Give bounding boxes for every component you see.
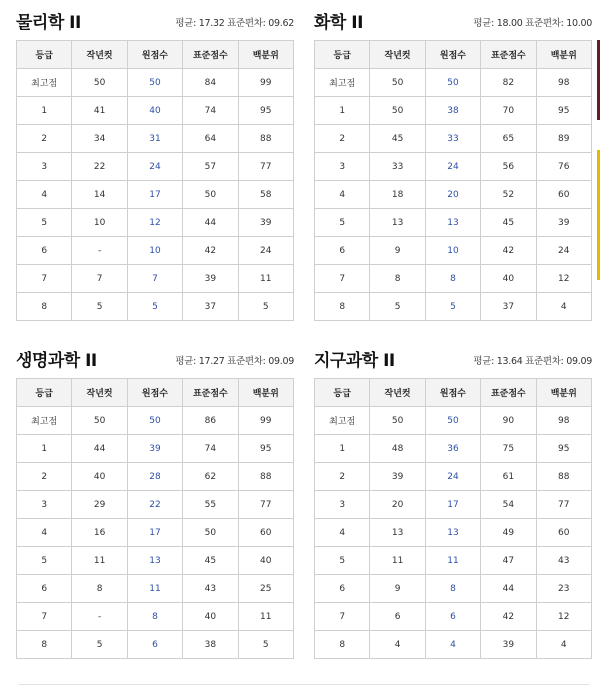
- table-row: [315, 491, 592, 519]
- column-header: 등급: [17, 41, 72, 69]
- table-cell: 39: [481, 631, 536, 659]
- table-cell: 31: [127, 125, 182, 153]
- table-cell: 24: [238, 237, 293, 265]
- table-cell: 6: [370, 603, 425, 631]
- table-cell: 최고점: [315, 407, 370, 435]
- table-cell: 11: [370, 547, 425, 575]
- table-cell: 89: [536, 125, 591, 153]
- table-row: [17, 407, 294, 435]
- table-row: [315, 97, 592, 125]
- column-header: 원점수: [425, 379, 480, 407]
- table-cell: 88: [238, 125, 293, 153]
- table-cell: 13: [425, 209, 480, 237]
- table-cell: 5: [72, 631, 127, 659]
- table-cell: 44: [183, 209, 238, 237]
- table-cell: 40: [183, 603, 238, 631]
- table-row: [315, 435, 592, 463]
- table-cell: 7: [17, 265, 72, 293]
- panel-chemistry2: [314, 12, 592, 312]
- table-cell: 57: [183, 153, 238, 181]
- table-cell: 최고점: [17, 69, 72, 97]
- table-cell: 5: [238, 293, 293, 321]
- table-row: [17, 631, 294, 659]
- table-cell: 50: [425, 407, 480, 435]
- table-row: [315, 463, 592, 491]
- column-header: 원점수: [127, 41, 182, 69]
- table-row: [17, 293, 294, 321]
- panel-header: [16, 12, 294, 38]
- table-row: [17, 603, 294, 631]
- score-table: [16, 378, 294, 659]
- table-cell: 33: [370, 153, 425, 181]
- table-header-row: [315, 379, 592, 407]
- column-header: 등급: [17, 379, 72, 407]
- table-cell: 88: [238, 463, 293, 491]
- table-cell: 10: [127, 237, 182, 265]
- table-cell: 58: [238, 181, 293, 209]
- table-row: [17, 463, 294, 491]
- table-cell: 14: [72, 181, 127, 209]
- table-cell: 6: [315, 237, 370, 265]
- table-cell: 70: [481, 97, 536, 125]
- table-header-row: [17, 41, 294, 69]
- table-cell: 82: [481, 69, 536, 97]
- score-table: [314, 378, 592, 659]
- table-row: [315, 181, 592, 209]
- table-cell: 95: [238, 435, 293, 463]
- table-cell: 5: [315, 209, 370, 237]
- column-header: 백분위: [536, 41, 591, 69]
- table-cell: 13: [370, 519, 425, 547]
- table-cell: 11: [127, 575, 182, 603]
- table-row: [315, 153, 592, 181]
- table-cell: 50: [370, 97, 425, 125]
- table-cell: 44: [72, 435, 127, 463]
- panel-physics2: [16, 12, 294, 312]
- column-header: 표준점수: [481, 41, 536, 69]
- table-header-row: [315, 41, 592, 69]
- table-cell: 37: [183, 293, 238, 321]
- column-header: 표준점수: [481, 379, 536, 407]
- table-cell: 98: [536, 407, 591, 435]
- table-header-row: [17, 379, 294, 407]
- table-cell: 3: [315, 491, 370, 519]
- table-cell: 6: [17, 575, 72, 603]
- table-cell: 65: [481, 125, 536, 153]
- table-cell: 최고점: [17, 407, 72, 435]
- table-cell: 29: [72, 491, 127, 519]
- table-cell: 50: [183, 519, 238, 547]
- table-cell: 42: [481, 237, 536, 265]
- table-cell: 36: [425, 435, 480, 463]
- table-cell: 62: [183, 463, 238, 491]
- table-cell: 16: [72, 519, 127, 547]
- table-cell: 5: [17, 209, 72, 237]
- column-header: 원점수: [127, 379, 182, 407]
- table-row: [315, 519, 592, 547]
- table-cell: 7: [315, 603, 370, 631]
- table-cell: -: [72, 603, 127, 631]
- table-cell: 40: [481, 265, 536, 293]
- table-cell: 25: [238, 575, 293, 603]
- table-cell: 7: [72, 265, 127, 293]
- table-cell: 28: [127, 463, 182, 491]
- table-cell: 1: [315, 97, 370, 125]
- panel-stats: 평균: 13.64 표준편차: 09.09: [473, 356, 592, 367]
- table-cell: 20: [425, 181, 480, 209]
- column-header: 백분위: [536, 379, 591, 407]
- table-cell: 8: [72, 575, 127, 603]
- table-cell: 1: [17, 97, 72, 125]
- table-cell: 39: [238, 209, 293, 237]
- table-cell: 50: [370, 407, 425, 435]
- table-cell: 11: [425, 547, 480, 575]
- column-header: 백분위: [238, 41, 293, 69]
- table-cell: 95: [238, 97, 293, 125]
- table-cell: 12: [536, 265, 591, 293]
- panel-header: [314, 12, 592, 38]
- column-header: 백분위: [238, 379, 293, 407]
- table-cell: 8: [17, 293, 72, 321]
- table-cell: 6: [17, 237, 72, 265]
- table-row: [315, 575, 592, 603]
- table-cell: 42: [183, 237, 238, 265]
- table-cell: 4: [315, 181, 370, 209]
- table-cell: 8: [315, 631, 370, 659]
- table-cell: 4: [17, 519, 72, 547]
- table-cell: 38: [425, 97, 480, 125]
- table-row: [17, 265, 294, 293]
- panel-title: 지구과학 II: [314, 351, 395, 371]
- table-cell: 42: [481, 603, 536, 631]
- table-cell: 8: [17, 631, 72, 659]
- table-cell: 60: [536, 181, 591, 209]
- table-cell: 90: [481, 407, 536, 435]
- table-cell: 8: [425, 575, 480, 603]
- table-cell: 33: [425, 125, 480, 153]
- footer-divider: [18, 684, 590, 685]
- table-cell: 56: [481, 153, 536, 181]
- table-cell: 77: [238, 153, 293, 181]
- table-cell: 45: [183, 547, 238, 575]
- table-cell: 64: [183, 125, 238, 153]
- table-cell: 23: [536, 575, 591, 603]
- table-cell: 5: [238, 631, 293, 659]
- table-cell: 3: [17, 491, 72, 519]
- table-cell: 11: [72, 547, 127, 575]
- table-cell: 45: [370, 125, 425, 153]
- table-cell: 10: [425, 237, 480, 265]
- panel-biology2: [16, 350, 294, 650]
- table-cell: 최고점: [315, 69, 370, 97]
- table-cell: 61: [481, 463, 536, 491]
- table-cell: 47: [481, 547, 536, 575]
- table-row: [315, 293, 592, 321]
- table-cell: 50: [72, 407, 127, 435]
- table-cell: 5: [315, 547, 370, 575]
- table-cell: 17: [425, 491, 480, 519]
- table-cell: 50: [127, 69, 182, 97]
- table-cell: 74: [183, 97, 238, 125]
- table-cell: 40: [238, 547, 293, 575]
- column-header: 작년컷: [72, 379, 127, 407]
- table-cell: 40: [72, 463, 127, 491]
- panel-stats: 평균: 18.00 표준편차: 10.00: [473, 18, 592, 29]
- table-cell: 6: [315, 575, 370, 603]
- table-cell: 2: [315, 463, 370, 491]
- table-cell: 6: [425, 603, 480, 631]
- table-cell: 99: [238, 69, 293, 97]
- table-cell: 77: [238, 491, 293, 519]
- table-row: [315, 209, 592, 237]
- table-row: [315, 125, 592, 153]
- table-cell: 43: [536, 547, 591, 575]
- table-cell: 60: [536, 519, 591, 547]
- table-cell: 34: [72, 125, 127, 153]
- table-cell: 17: [127, 181, 182, 209]
- column-header: 표준점수: [183, 41, 238, 69]
- table-cell: 4: [536, 293, 591, 321]
- table-cell: 10: [72, 209, 127, 237]
- table-cell: 39: [183, 265, 238, 293]
- table-cell: 8: [425, 265, 480, 293]
- table-row: [17, 575, 294, 603]
- table-row: [315, 631, 592, 659]
- table-row: [315, 603, 592, 631]
- table-cell: 76: [536, 153, 591, 181]
- table-cell: 22: [127, 491, 182, 519]
- table-row: [17, 125, 294, 153]
- table-row: [315, 265, 592, 293]
- table-cell: 11: [238, 265, 293, 293]
- table-cell: 40: [127, 97, 182, 125]
- table-cell: 4: [425, 631, 480, 659]
- table-cell: 50: [425, 69, 480, 97]
- panel-earthscience2: [314, 350, 592, 650]
- table-cell: 1: [315, 435, 370, 463]
- table-cell: 88: [536, 463, 591, 491]
- table-cell: 54: [481, 491, 536, 519]
- table-cell: 41: [72, 97, 127, 125]
- table-cell: 13: [127, 547, 182, 575]
- table-cell: 7: [127, 265, 182, 293]
- table-cell: 11: [238, 603, 293, 631]
- table-cell: 7: [17, 603, 72, 631]
- table-cell: 4: [315, 519, 370, 547]
- table-cell: 12: [536, 603, 591, 631]
- table-cell: 2: [17, 125, 72, 153]
- table-cell: 4: [370, 631, 425, 659]
- table-row: [17, 519, 294, 547]
- table-cell: 50: [370, 69, 425, 97]
- table-cell: 74: [183, 435, 238, 463]
- table-cell: 37: [481, 293, 536, 321]
- table-cell: 5: [72, 293, 127, 321]
- table-cell: 4: [17, 181, 72, 209]
- table-cell: 3: [315, 153, 370, 181]
- panel-stats: 평균: 17.27 표준편차: 09.09: [175, 356, 294, 367]
- table-cell: 7: [315, 265, 370, 293]
- table-cell: 24: [425, 153, 480, 181]
- table-row: [315, 547, 592, 575]
- table-cell: 9: [370, 575, 425, 603]
- table-cell: 5: [127, 293, 182, 321]
- panel-title: 물리학 II: [16, 13, 81, 33]
- table-row: [17, 209, 294, 237]
- table-cell: 50: [127, 407, 182, 435]
- table-row: [17, 97, 294, 125]
- table-cell: 13: [370, 209, 425, 237]
- panel-stats: 평균: 17.32 표준편차: 09.62: [175, 18, 294, 29]
- table-row: [315, 69, 592, 97]
- table-row: [17, 69, 294, 97]
- column-header: 작년컷: [72, 41, 127, 69]
- table-cell: 38: [183, 631, 238, 659]
- table-cell: 8: [315, 293, 370, 321]
- table-cell: 95: [536, 97, 591, 125]
- table-cell: 39: [370, 463, 425, 491]
- table-cell: 99: [238, 407, 293, 435]
- table-row: [315, 237, 592, 265]
- table-cell: 24: [536, 237, 591, 265]
- table-cell: 24: [127, 153, 182, 181]
- table-cell: -: [72, 237, 127, 265]
- table-cell: 17: [127, 519, 182, 547]
- table-cell: 8: [127, 603, 182, 631]
- score-table: [16, 40, 294, 321]
- table-cell: 4: [536, 631, 591, 659]
- table-cell: 20: [370, 491, 425, 519]
- table-cell: 50: [72, 69, 127, 97]
- table-cell: 48: [370, 435, 425, 463]
- table-cell: 6: [127, 631, 182, 659]
- table-cell: 86: [183, 407, 238, 435]
- table-row: [315, 407, 592, 435]
- table-cell: 45: [481, 209, 536, 237]
- table-cell: 2: [17, 463, 72, 491]
- table-row: [17, 491, 294, 519]
- panel-header: [16, 350, 294, 376]
- table-cell: 39: [127, 435, 182, 463]
- table-cell: 9: [370, 237, 425, 265]
- table-cell: 43: [183, 575, 238, 603]
- table-cell: 2: [315, 125, 370, 153]
- table-cell: 60: [238, 519, 293, 547]
- table-cell: 8: [370, 265, 425, 293]
- table-cell: 98: [536, 69, 591, 97]
- panel-title: 화학 II: [314, 13, 363, 33]
- table-cell: 49: [481, 519, 536, 547]
- table-cell: 24: [425, 463, 480, 491]
- panel-header: [314, 350, 592, 376]
- table-cell: 3: [17, 153, 72, 181]
- table-cell: 77: [536, 491, 591, 519]
- table-row: [17, 181, 294, 209]
- table-cell: 95: [536, 435, 591, 463]
- column-header: 등급: [315, 41, 370, 69]
- table-cell: 84: [183, 69, 238, 97]
- table-cell: 39: [536, 209, 591, 237]
- score-table: [314, 40, 592, 321]
- table-row: [17, 153, 294, 181]
- table-row: [17, 547, 294, 575]
- table-row: [17, 435, 294, 463]
- table-cell: 44: [481, 575, 536, 603]
- column-header: 등급: [315, 379, 370, 407]
- table-cell: 50: [183, 181, 238, 209]
- column-header: 원점수: [425, 41, 480, 69]
- table-cell: 18: [370, 181, 425, 209]
- table-cell: 1: [17, 435, 72, 463]
- table-cell: 12: [127, 209, 182, 237]
- column-header: 작년컷: [370, 41, 425, 69]
- panel-title: 생명과학 II: [16, 351, 97, 371]
- column-header: 표준점수: [183, 379, 238, 407]
- table-cell: 5: [425, 293, 480, 321]
- table-cell: 75: [481, 435, 536, 463]
- table-cell: 5: [17, 547, 72, 575]
- table-cell: 52: [481, 181, 536, 209]
- table-cell: 5: [370, 293, 425, 321]
- table-cell: 22: [72, 153, 127, 181]
- column-header: 작년컷: [370, 379, 425, 407]
- table-cell: 13: [425, 519, 480, 547]
- table-cell: 55: [183, 491, 238, 519]
- table-row: [17, 237, 294, 265]
